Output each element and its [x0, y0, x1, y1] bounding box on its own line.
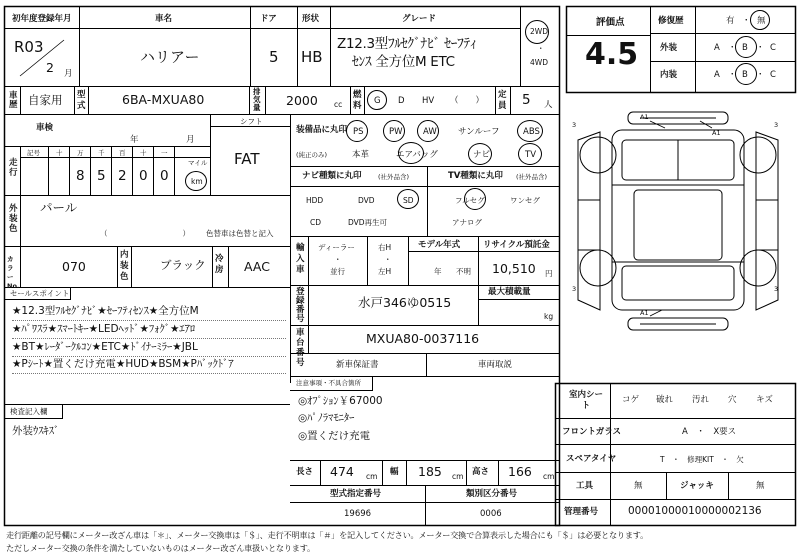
sales-point-line: ★12.3型ﾌﾙｾｸﾞﾅﾋﾞ★ｾｰﾌﾃｨｾﾝｽ★全方位M: [12, 305, 199, 317]
interior-a: A: [714, 70, 720, 80]
management-value: 00001000010000002136: [628, 505, 762, 517]
exterior-b-circle: [735, 36, 757, 58]
sales-point-rule: [12, 320, 286, 321]
equipment-sublabel: (純正のみ): [296, 151, 328, 159]
tire-mark-rr: 3: [774, 285, 779, 293]
max-load-unit: kg: [544, 312, 554, 321]
import-dot: ・: [334, 255, 342, 264]
sheet-item: 破れ: [656, 395, 674, 405]
notes-line: ◎ﾊﾟﾉﾗﾏﾓﾆﾀｰ: [298, 412, 355, 424]
inspection-month: 月: [186, 135, 195, 145]
inspector-label: 検査記入欄: [10, 407, 48, 416]
recycle-unit: 円: [545, 269, 553, 278]
grade-line-2: ｾﾝｽ 全方位M ETC: [352, 54, 455, 70]
color-label: 外装色: [9, 204, 18, 234]
color-no-label: カラーNo.: [7, 255, 20, 290]
repair-yes: 有: [726, 16, 735, 26]
interior-color-label: 内装色: [120, 250, 129, 282]
registration-label: 登録番号: [296, 287, 305, 324]
length-label: 長さ: [296, 467, 314, 477]
fuel-g: G: [374, 96, 381, 106]
jack-label: ジャッキ: [680, 481, 714, 491]
equipment-label: 装備品に丸印: [296, 125, 348, 135]
nav-dvd: DVD: [358, 196, 375, 205]
import-parallel: 並行: [330, 267, 345, 276]
sheet-item: 穴: [728, 395, 737, 405]
tools-label: 工具: [576, 481, 594, 491]
tv-sub: (社外品含): [516, 173, 548, 181]
mileage-label: 走行: [9, 158, 18, 178]
drive-2wd-circle: [525, 20, 549, 44]
length-value: 474: [330, 464, 354, 479]
digit-header-10: 十: [140, 149, 147, 157]
score-label: 評価点: [596, 17, 625, 28]
width-unit: cm: [452, 472, 464, 481]
max-load-label: 最大積載量: [488, 287, 531, 297]
registration-value: 水戸346ゆ0515: [358, 295, 452, 310]
sheet-item: 汚れ: [692, 395, 710, 405]
digit-header-100: 百: [119, 149, 126, 157]
fuel-label: 燃料: [353, 90, 362, 111]
equip-tv: TV: [525, 150, 537, 160]
shift-value: FAT: [234, 150, 260, 168]
tv-analog: アナログ: [452, 218, 482, 227]
nav-sub: (社外品含): [378, 173, 410, 181]
first-reg-era: R03: [14, 38, 44, 56]
repair-no: 無: [757, 16, 766, 26]
height-label: 高さ: [472, 467, 490, 477]
tire-mark-fr: 3: [774, 121, 779, 129]
tv-fullseg-circle: [464, 188, 486, 210]
tire-mark-fl: 3: [572, 121, 577, 129]
capacity-unit: 人: [544, 100, 553, 110]
km-label: km: [191, 177, 203, 186]
fuel-hv: HV: [422, 96, 435, 106]
tools-value: 無: [634, 481, 643, 491]
type-number-value: 19696: [344, 509, 372, 519]
sales-point-line: ★Pｼｰﾄ★置くだけ充電★HUD★BSM★Pﾊﾞｯｸﾄﾞｱ: [12, 358, 234, 370]
import-dealer: ディーラー: [318, 243, 355, 252]
a1-mark: A1: [640, 113, 649, 121]
a1-mark: A1: [640, 309, 649, 317]
exterior-dot-2: ・: [756, 43, 765, 53]
nav-dvd-play: DVD再生可: [348, 218, 388, 227]
mileage-digit: 0: [160, 168, 169, 184]
notes-line: ◎置くだけ充電: [298, 430, 371, 442]
interior-c: C: [770, 70, 776, 80]
sales-point-line: ★ﾊﾟﾜｽﾗ★ｽﾏｰﾄｷｰ★LEDﾍｯﾄﾞ★ﾌｫｸﾞ★ｴｱﾛ: [12, 323, 196, 335]
windshield-label: フロントガラス: [562, 427, 621, 437]
equip-abs-circle: [517, 120, 543, 142]
fuel-g-circle: [367, 90, 387, 110]
drive-4wd: 4WD: [530, 58, 548, 67]
import-left: 左H: [378, 267, 392, 276]
equip-pw-circle: [383, 120, 405, 142]
digit-header-10k: 万: [77, 149, 84, 157]
mileage-digit: 0: [139, 168, 148, 184]
use-value: 自家用: [28, 93, 63, 107]
sales-point-rule: [12, 373, 286, 374]
sales-point-line: ★BT★ﾚｰﾀﾞｰｸﾙｺﾝ★ETC★ﾄﾞｲﾅｰﾐﾗｰ★JBL: [12, 341, 198, 353]
width-label: 幅: [390, 467, 399, 477]
chassis-value: MXUA80-0037116: [366, 331, 480, 346]
width-value: 185: [418, 464, 442, 479]
shift-label: シフト: [240, 117, 263, 126]
equip-airbag: エアバッグ: [396, 150, 438, 160]
height-value: 166: [508, 464, 532, 479]
color-no-value: 070: [62, 259, 86, 274]
interior-b-circle: [735, 63, 757, 85]
equip-leather: 本革: [352, 150, 370, 160]
spare-tire-label: スペアタイヤ: [566, 454, 617, 464]
grade-label: グレード: [402, 14, 437, 24]
length-unit: cm: [366, 472, 378, 481]
color-note: 色替車は色替と記入: [206, 229, 274, 238]
displacement-value: 2000: [286, 93, 318, 108]
class-number-value: 0006: [480, 509, 502, 519]
model-year-year: 年: [434, 267, 442, 276]
equip-navi: ナビ: [473, 150, 491, 160]
repair-dot: ・: [742, 16, 751, 26]
drive-2wd: 2WD: [530, 27, 548, 36]
displacement-unit: cc: [334, 100, 343, 109]
ac-label: 冷房: [215, 254, 224, 275]
door-label: ドア: [260, 14, 277, 24]
a1-mark: A1: [712, 129, 721, 137]
model-label: 型式: [77, 90, 86, 111]
digit-header-1: 一: [161, 149, 168, 157]
sales-point-rule: [12, 356, 286, 357]
exterior-a: A: [714, 43, 720, 53]
equip-ps: PS: [353, 127, 364, 137]
inspection-label: 車検: [36, 123, 54, 133]
exterior-dot-1: ・: [728, 43, 737, 53]
footer-line-2: ただしメーター交換の条件を満たしていないものはメーター改ざん車扱いとなります。: [6, 543, 315, 553]
class-number-label: 類別区分番号: [466, 489, 518, 499]
color-paren: （ ）: [100, 229, 190, 238]
capacity-value: 5: [522, 92, 531, 108]
recycle-label: リサイクル預託金: [483, 240, 550, 250]
interior-dot-1: ・: [728, 70, 737, 80]
nav-sd-circle: [397, 189, 419, 209]
sheet-item: キズ: [756, 395, 773, 405]
fuel-d: D: [398, 96, 405, 106]
windshield-value: A ・ X要ス: [682, 427, 737, 437]
recycle-value: 10,510: [492, 261, 536, 276]
ac-value: AAC: [244, 259, 270, 274]
interior-label: 内装: [660, 70, 678, 80]
inspection-year: 年: [130, 135, 139, 145]
tv-label: TV種類に丸印: [448, 171, 503, 181]
month-unit: 月: [64, 69, 73, 79]
type-number-label: 型式指定番号: [330, 489, 382, 499]
mileage-digit: 8: [76, 168, 85, 184]
digit-header-100k: 十: [56, 149, 63, 157]
color-value: パール: [40, 200, 78, 215]
equip-ps-circle: [346, 120, 368, 142]
inspector-value: 外装ｳｽｷｽﾞ: [12, 425, 60, 437]
digit-header-1k: 千: [98, 149, 105, 157]
vehicle-manual: 車両取説: [478, 360, 513, 370]
nav-cd: CD: [310, 218, 322, 227]
height-unit: cm: [543, 472, 555, 481]
equip-airbag-circle: [398, 142, 424, 164]
fuel-other: （ ）: [450, 96, 485, 106]
interior-sheet-label: 室内シート: [568, 390, 603, 411]
notes-line: ◎ｵﾌﾟｼｮﾝ￥67000: [298, 395, 383, 407]
exterior-c: C: [770, 43, 776, 53]
equip-tv-circle: [518, 143, 542, 165]
import-label: 輸入車: [296, 243, 305, 275]
new-car-warranty: 新車保証書: [336, 360, 379, 370]
grade-line-1: Z12.3型ﾌﾙｾｸﾞﾅﾋﾞ ｾｰﾌﾃｨ: [337, 36, 477, 52]
mileage-digit: 2: [118, 168, 127, 184]
spare-tire-value: T ・ 修理KIT ・ 欠: [660, 455, 744, 464]
import-right: 右H: [378, 243, 392, 252]
capacity-label: 定員: [498, 90, 507, 111]
displacement-label: 排気量: [253, 87, 261, 112]
body-shape: HB: [301, 48, 323, 66]
equip-abs: ABS: [523, 127, 540, 137]
equip-aw: AW: [423, 127, 437, 137]
drive-dot: ・: [537, 44, 545, 53]
tire-mark-rl: 3: [572, 285, 577, 293]
model-year-label: モデル年式: [418, 240, 461, 250]
chassis-label: 車台番号: [296, 328, 305, 368]
mileage-digit: 5: [97, 168, 106, 184]
equip-navi-circle: [468, 143, 492, 165]
interior-b: B: [742, 70, 748, 80]
door-count: 5: [269, 48, 279, 66]
km-circle: [185, 171, 207, 191]
equip-pw: PW: [389, 127, 403, 137]
car-diagram: [578, 112, 778, 330]
exterior-label: 外装: [660, 43, 678, 53]
equip-sunroof: サンルーフ: [458, 127, 500, 137]
shape-label: 形状: [302, 14, 320, 24]
car-name: ハリアー: [140, 48, 200, 66]
use-label: 車歴: [9, 91, 18, 110]
import-dot-2: ・: [384, 255, 392, 264]
car-name-label: 車名: [155, 14, 173, 24]
jack-value: 無: [756, 481, 765, 491]
footer-line-1: 走行距離の記号欄にメーター改ざん車は「＊」、メーター交換車は「＄」、走行不明車は「＃」を記入してください。メーター交換で合算表示した場合にも「＄」は必要となります。: [6, 530, 649, 540]
sales-point-rule: [12, 338, 286, 339]
interior-dot-2: ・: [756, 70, 765, 80]
first-reg-month: 2: [46, 60, 54, 75]
nav-sd: SD: [403, 196, 414, 205]
nav-hdd: HDD: [306, 196, 324, 205]
first-reg-label: 初年度登録年月: [12, 14, 72, 24]
tv-oneseg: ワンセグ: [510, 196, 540, 205]
mile-label: マイル: [188, 159, 208, 167]
score-value: 4.5: [585, 37, 639, 72]
model-year-unknown: 不明: [456, 267, 471, 276]
digit-header-sign: 記号: [27, 149, 40, 157]
repair-no-circle: [750, 10, 770, 30]
exterior-b: B: [742, 43, 748, 53]
sales-points-label: セールスポイント: [10, 289, 70, 298]
tv-fullseg: フルセグ: [455, 196, 485, 205]
equip-aw-circle: [417, 120, 439, 142]
notes-label: 注意事項・不具合箇所: [296, 379, 361, 387]
interior-color-value: ブラック: [160, 258, 206, 272]
nav-label: ナビ種類に丸印: [302, 171, 362, 181]
management-label: 管理番号: [564, 507, 599, 517]
sheet-item: コゲ: [622, 395, 640, 405]
model-value: 6BA-MXUA80: [122, 92, 205, 107]
repair-label: 修復歴: [658, 16, 684, 26]
